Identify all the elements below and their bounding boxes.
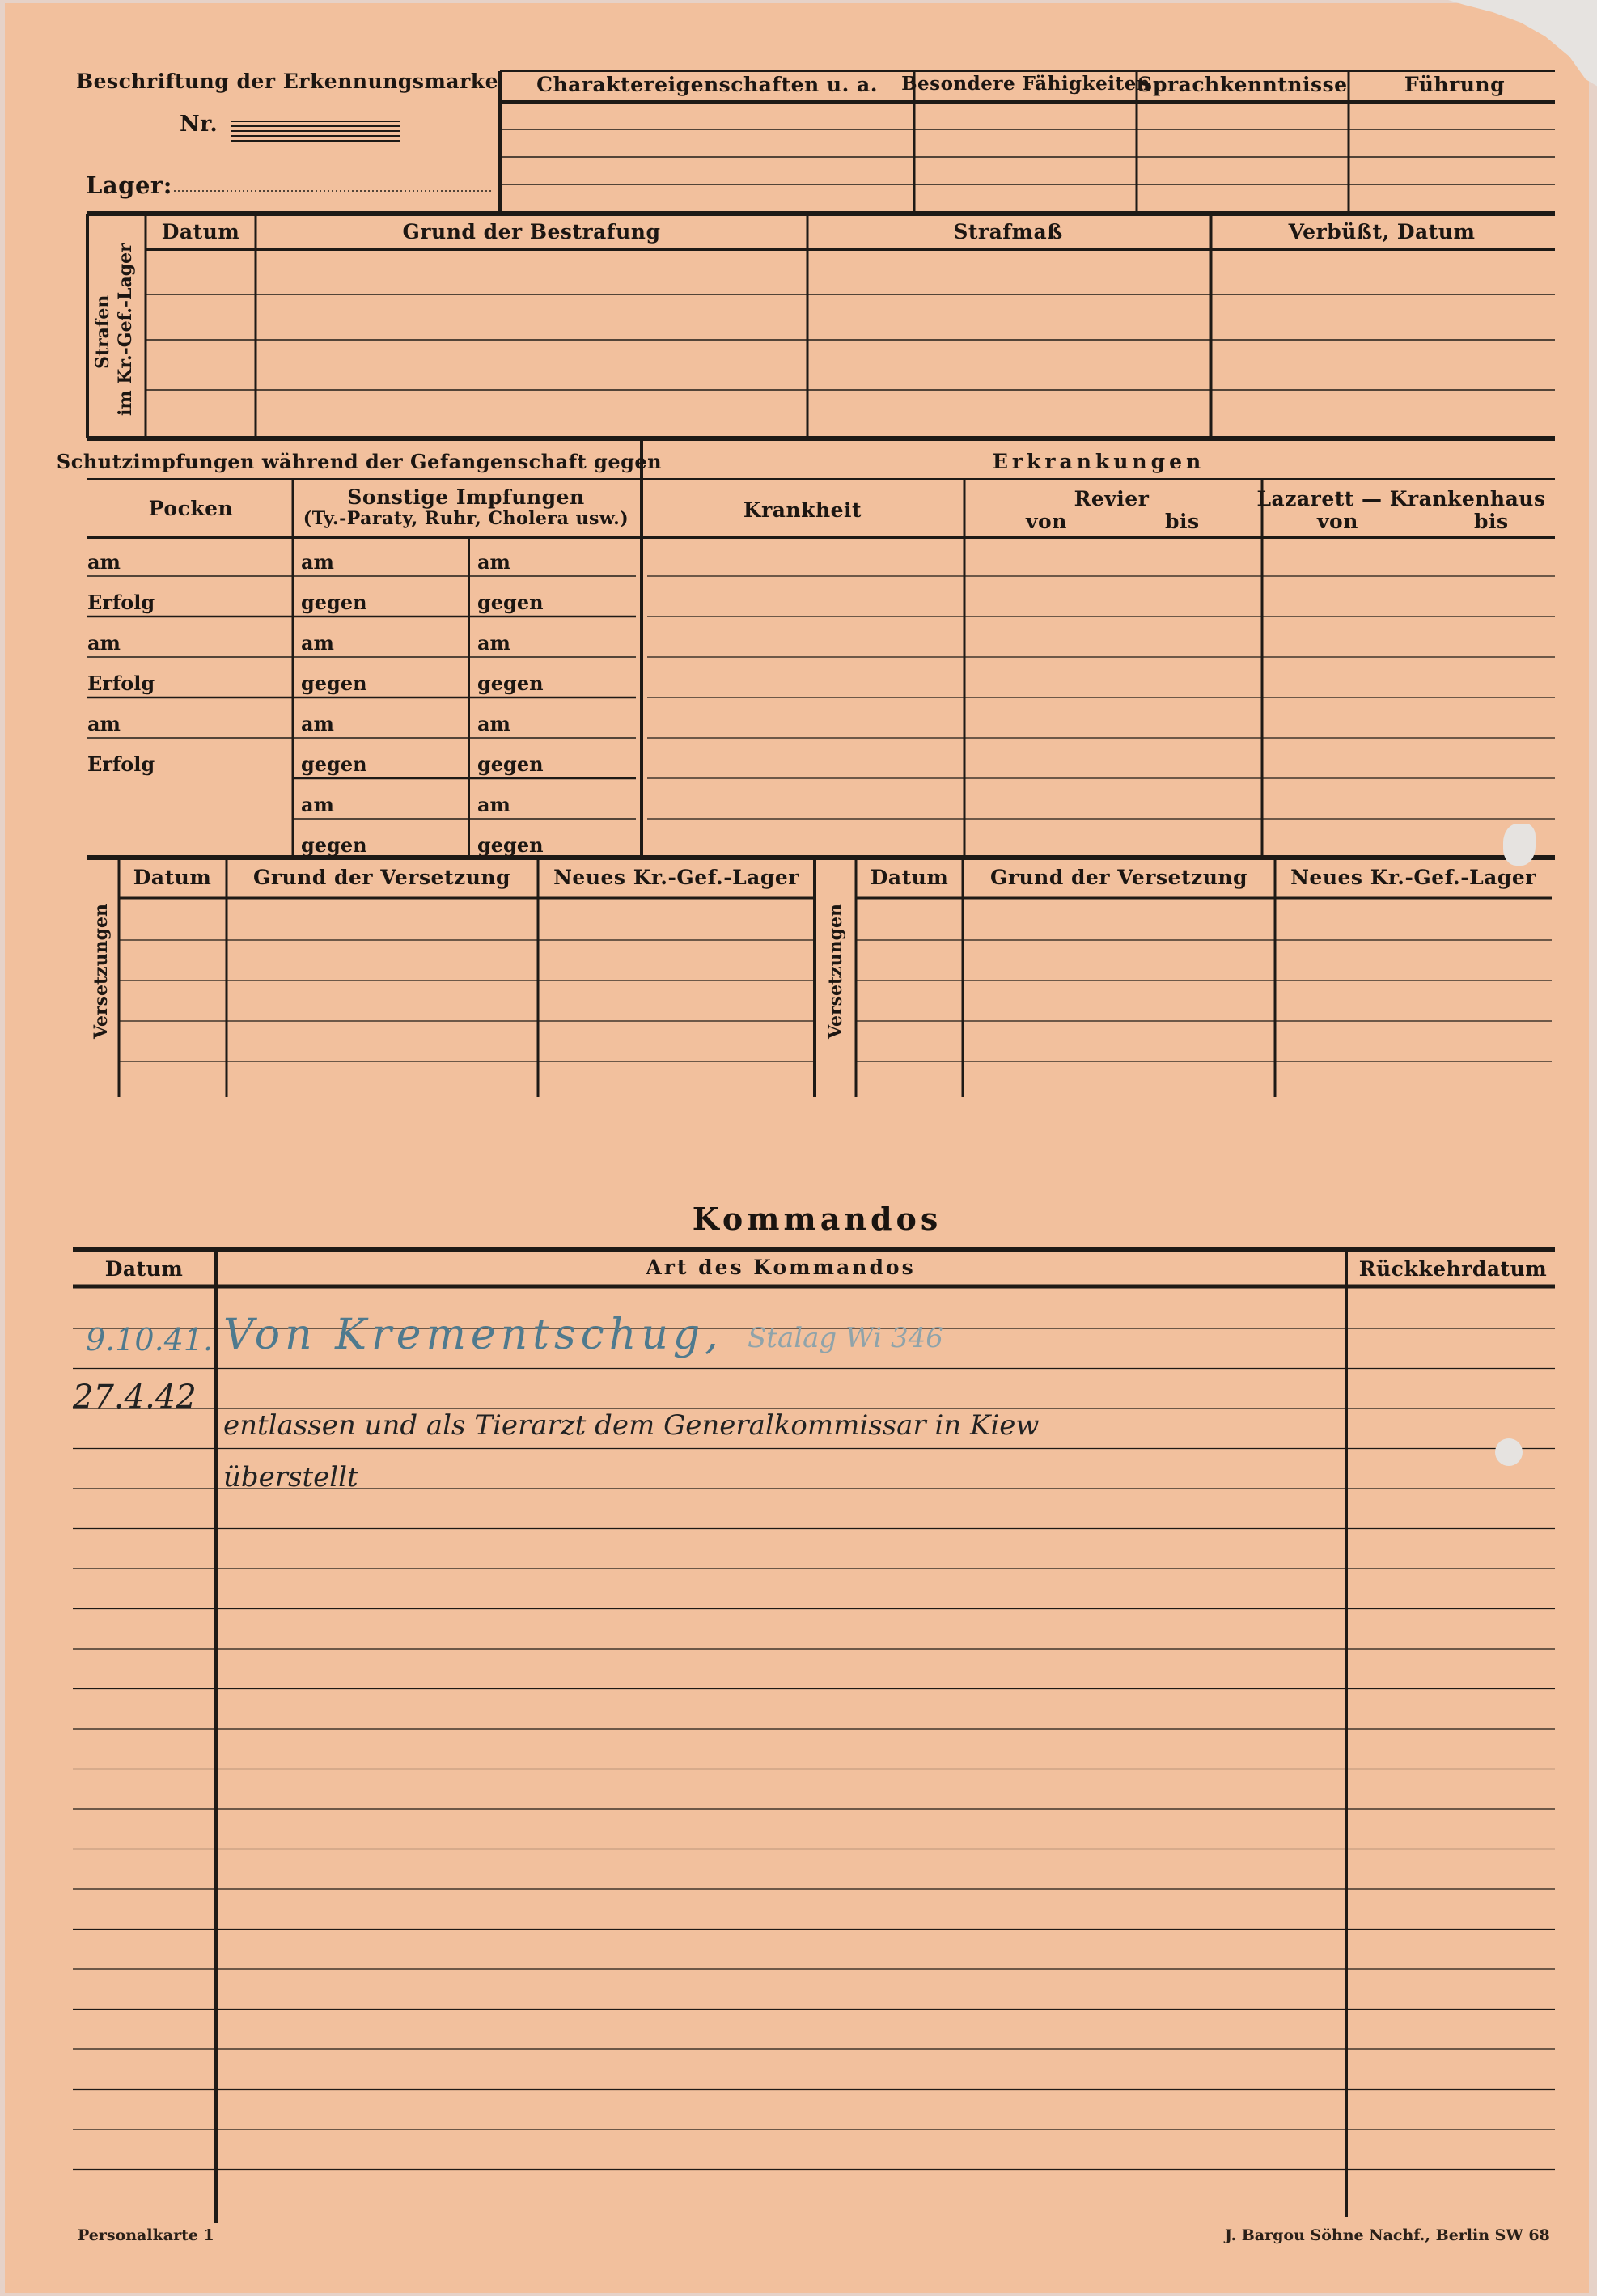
versetzung-col-datum-left: Datum — [133, 866, 212, 889]
footer-form-id: Personalkarte 1 — [78, 2226, 214, 2244]
pocken-am-1: am — [87, 550, 121, 574]
versetzungen-side-label-right: Versetzungen — [825, 903, 846, 1039]
versetzung-col-lager-left: Neues Kr.-Gef.-Lager — [553, 866, 799, 889]
strafen-col-datum: Datum — [161, 220, 240, 244]
sonstige-gegen-a2: gegen — [301, 671, 367, 695]
kommando-1-text: Von Krementschug, — [223, 1311, 723, 1359]
strafen-col-verbuesst: Verbüßt, Datum — [1288, 220, 1476, 244]
sonstige-am-b3: am — [477, 712, 510, 735]
sonstige-gegen-b3: gegen — [477, 752, 544, 776]
pocken-am-2: am — [87, 631, 121, 654]
impfungen-title: Schutzimpfungen während der Gefangenschaft gegen — [56, 450, 663, 473]
punch-hole-bottom — [1495, 1438, 1523, 1466]
punch-hole-top — [1503, 824, 1536, 866]
fuehrung-label: Führung — [1404, 73, 1506, 96]
sonstige-gegen-a4: gegen — [301, 833, 367, 857]
charakter-label: Charaktereigenschaften u. a. — [536, 73, 878, 96]
versetzung-col-datum-right: Datum — [870, 866, 949, 889]
strafen-col-grund: Grund der Bestrafung — [402, 220, 661, 244]
strafen-col-strafmass: Strafmaß — [953, 220, 1063, 244]
footer-printer: J. Bargou Söhne Nachf., Berlin SW 68 — [1225, 2226, 1550, 2244]
krankheit-label: Krankheit — [743, 498, 862, 522]
sonstige-am-b4: am — [477, 793, 510, 816]
strafen-side-label-2: im Kr.-Gef.-Lager — [115, 243, 136, 416]
kommando-2-datum: 27.4.42 — [73, 1379, 197, 1416]
kommando-2-text: entlassen und als Tierarzt dem Generalkommissar in Kiew — [223, 1409, 1040, 1442]
lazarett-label: Lazarett — Krankenhaus — [1256, 487, 1546, 510]
lazarett-von: von — [1317, 510, 1358, 533]
sonstige-gegen-a1: gegen — [301, 591, 367, 614]
versetzung-col-lager-right: Neues Kr.-Gef.-Lager — [1290, 866, 1536, 889]
pocken-erfolg-3: Erfolg — [87, 752, 155, 776]
versetzungen-side-label-left: Versetzungen — [91, 903, 112, 1039]
pocken-erfolg-2: Erfolg — [87, 671, 155, 695]
sonstige-gegen-b4: gegen — [477, 833, 544, 857]
revier-bis: bis — [1165, 510, 1200, 533]
kommando-1-text2: Stalag Wi 346 — [748, 1322, 943, 1354]
kommandos-col-datum: Datum — [104, 1257, 184, 1281]
lazarett-bis: bis — [1474, 510, 1509, 533]
sprach-label: Sprachkenntnisse — [1137, 73, 1348, 96]
pocken-erfolg-1: Erfolg — [87, 591, 155, 614]
revier-von: von — [1026, 510, 1067, 533]
pocken-label: Pocken — [148, 497, 234, 520]
versetzung-col-grund-right: Grund der Versetzung — [989, 866, 1248, 889]
kommando-1-datum: 9.10.41. — [86, 1322, 214, 1358]
erkennungsmarke-label: Beschriftung der Erkennungsmarke — [75, 70, 499, 93]
sonstige-gegen-b1: gegen — [477, 591, 544, 614]
sonstige-impfungen-sub: (Ty.-Paraty, Ruhr, Cholera usw.) — [303, 508, 629, 529]
sonstige-am-a1: am — [301, 550, 334, 574]
versetzung-col-grund-left: Grund der Versetzung — [252, 866, 511, 889]
faehigkeiten-label: Besondere Fähigkeiten — [901, 73, 1150, 95]
erkrankungen-title: Erkrankungen — [992, 450, 1205, 473]
pocken-am-3: am — [87, 712, 121, 735]
sonstige-am-b1: am — [477, 550, 510, 574]
kommando-2-text2: überstellt — [223, 1461, 358, 1493]
sonstige-am-a3: am — [301, 712, 334, 735]
strafen-side-label-1: Strafen — [92, 294, 113, 369]
sonstige-am-b2: am — [477, 631, 510, 654]
sonstige-am-a4: am — [301, 793, 334, 816]
sonstige-gegen-b2: gegen — [477, 671, 544, 695]
sonstige-am-a2: am — [301, 631, 334, 654]
revier-label: Revier — [1074, 487, 1150, 510]
kommandos-col-rueckkehr: Rückkehrdatum — [1358, 1257, 1548, 1281]
sonstige-impfungen-label: Sonstige Impfungen — [347, 485, 585, 509]
kommandos-title: Kommandos — [692, 1201, 943, 1237]
kommandos-col-art: Art des Kommandos — [646, 1256, 916, 1279]
lager-label: Lager: — [86, 172, 172, 199]
nr-label: Nr. — [180, 112, 218, 137]
sonstige-gegen-a3: gegen — [301, 752, 367, 776]
